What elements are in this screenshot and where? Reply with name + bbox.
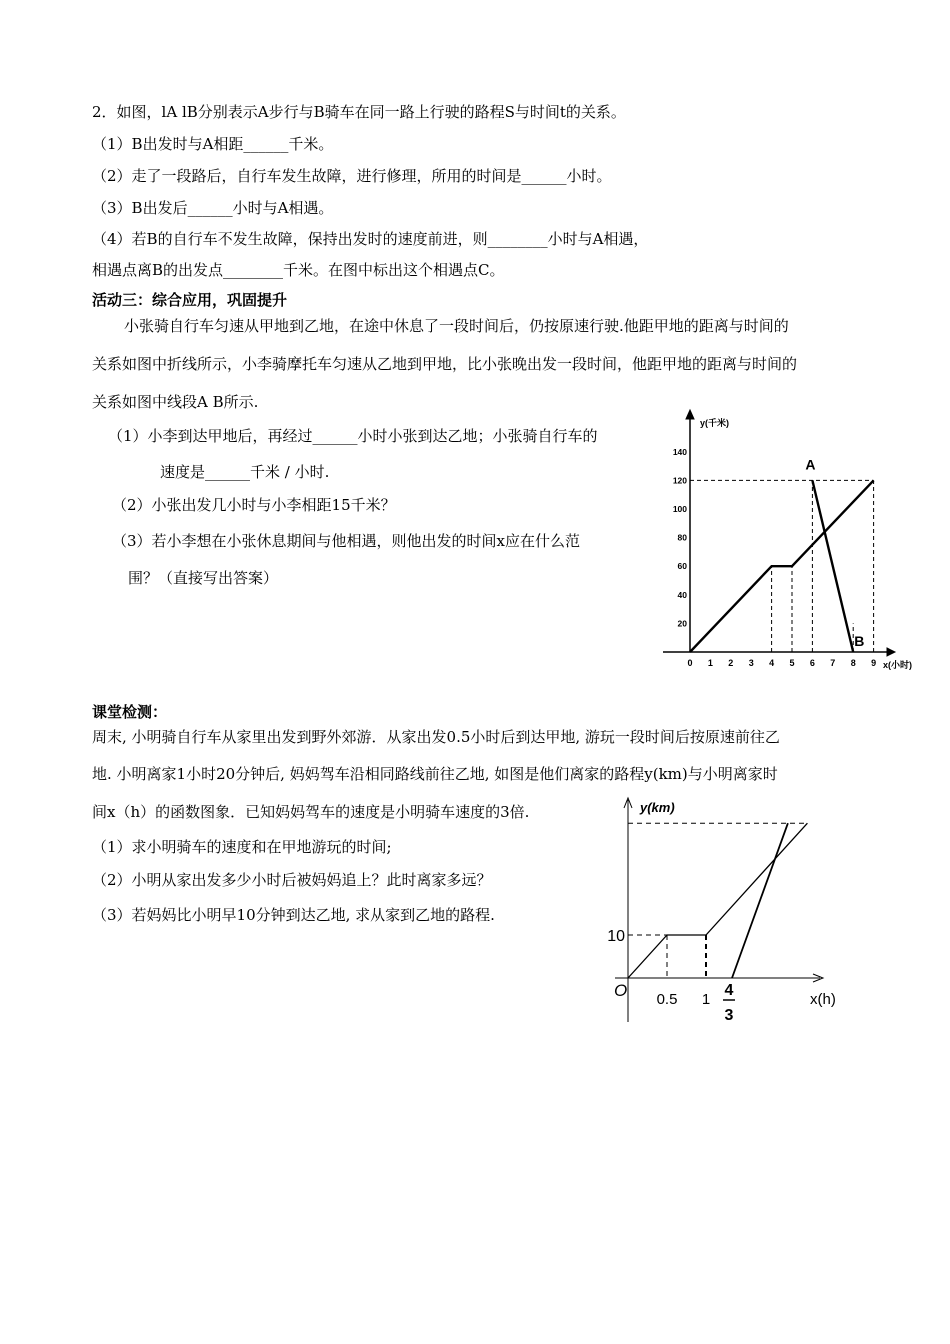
check-para2: 地. 小明离家1小时20分钟后, 妈妈驾车沿相同路线前往乙地, 如图是他们离家的路程y(km)与小明离家时 bbox=[92, 765, 778, 783]
activity3-q3b: 围？（直接写出答案） bbox=[128, 569, 279, 587]
series-line-1 bbox=[732, 823, 788, 978]
activity3-q1a: （1）小李到达甲地后，再经过______小时小张到达乙地；小张骑自行车的 bbox=[108, 427, 598, 445]
x-tick-label: 2 bbox=[728, 658, 734, 668]
y-axis-label: y(千米) bbox=[700, 418, 729, 428]
x-tick-label: 0.5 bbox=[656, 991, 678, 1008]
activity3-q1b: 速度是______千米 / 小时. bbox=[160, 463, 330, 481]
q2-part1: （1）B出发时与A相距______千米。 bbox=[92, 135, 334, 153]
check-q2: （2）小明从家出发多少小时后被妈妈追上？此时离家多远？ bbox=[92, 871, 492, 889]
x-tick-label: 6 bbox=[809, 658, 815, 668]
activity3-q2: （2）小张出发几小时与小李相距15千米？ bbox=[112, 496, 396, 514]
chart-2 bbox=[595, 790, 865, 1035]
activity3-para2: 关系如图中折线所示，小李骑摩托车匀速从乙地到甲地，比小张晚出发一段时间，他距甲地的距离与时间的 bbox=[92, 355, 798, 373]
check-heading: 课堂检测： bbox=[92, 703, 168, 721]
point-A-label: A bbox=[805, 456, 816, 473]
point-B-label: B bbox=[854, 633, 865, 649]
activity3-q3a: （3）若小李想在小张休息期间与他相遇，则他出发的时间x应在什么范 bbox=[112, 532, 581, 550]
q2-part4b: 相遇点离B的出发点________千米。在图中标出这个相遇点C。 bbox=[92, 261, 505, 279]
y-tick-label: 40 bbox=[677, 589, 687, 600]
x-tick-label: 3 bbox=[748, 658, 754, 668]
activity3-para1: 小张骑自行车匀速从甲地到乙地，在途中休息了一段时间后，仍按原速行驶.他距甲地的距离与时间的 bbox=[124, 317, 789, 335]
y-tick-label: 20 bbox=[677, 618, 687, 629]
q2-intro: 2．如图，lA lB分别表示A步行与B骑车在同一路上行驶的路程S与时间t的关系。 bbox=[92, 103, 626, 121]
y-axis-label: y(km) bbox=[640, 800, 675, 815]
check-q3: （3）若妈妈比小明早10分钟到达乙地, 求从家到乙地的路程. bbox=[92, 906, 495, 924]
check-q1: （1）求小明骑车的速度和在甲地游玩的时间; bbox=[92, 838, 392, 856]
x-tick-label: 4 bbox=[769, 658, 775, 668]
q2-part3: （3）B出发后______小时与A相遇。 bbox=[92, 199, 334, 217]
y-tick-label: 10 bbox=[607, 928, 625, 945]
chart-1 bbox=[655, 405, 925, 680]
x-tick-label: 0 bbox=[687, 658, 693, 668]
activity3-para3: 关系如图中线段A B所示. bbox=[92, 393, 259, 411]
x-tick-label: 5 bbox=[789, 658, 795, 668]
x-tick-label: 1 bbox=[707, 658, 713, 668]
y-axis-arrow bbox=[686, 410, 694, 419]
activity3-heading: 活动三：综合应用，巩固提升 bbox=[92, 291, 288, 309]
q2-part2: （2）走了一段路后，自行车发生故障，进行修理，所用的时间是______小时。 bbox=[92, 167, 612, 185]
x-tick-label: 8 bbox=[850, 658, 856, 668]
y-tick-label: 140 bbox=[672, 446, 687, 457]
y-tick-label: 120 bbox=[672, 475, 687, 486]
y-tick-label: 100 bbox=[672, 504, 687, 514]
x-tick-fraction-numerator: 4 bbox=[724, 982, 734, 999]
q2-part4a: （4）若B的自行车不发生故障，保持出发时的速度前进，则________小时与A相遇， bbox=[92, 230, 649, 248]
x-tick-label: 7 bbox=[830, 658, 836, 668]
x-axis-label: x(小时) bbox=[883, 660, 912, 670]
x-tick-fraction-denominator: 3 bbox=[724, 1007, 734, 1024]
y-tick-label: 80 bbox=[677, 532, 687, 543]
origin-label: O bbox=[614, 981, 628, 1000]
x-tick-label: 9 bbox=[871, 658, 877, 668]
check-para3: 间x（h）的函数图象．已知妈妈驾车的速度是小明骑车速度的3倍. bbox=[92, 803, 530, 821]
x-axis-arrow bbox=[887, 648, 895, 656]
x-tick-label: 1 bbox=[701, 991, 711, 1008]
check-para1: 周末, 小明骑自行车从家里出发到野外郊游．从家出发0.5小时后到达甲地, 游玩一段时间后按原速前往乙 bbox=[92, 728, 780, 746]
series-line-0 bbox=[628, 823, 807, 978]
series-line-1 bbox=[812, 480, 853, 652]
y-tick-label: 60 bbox=[677, 561, 687, 572]
x-axis-label: x(h) bbox=[810, 991, 836, 1008]
